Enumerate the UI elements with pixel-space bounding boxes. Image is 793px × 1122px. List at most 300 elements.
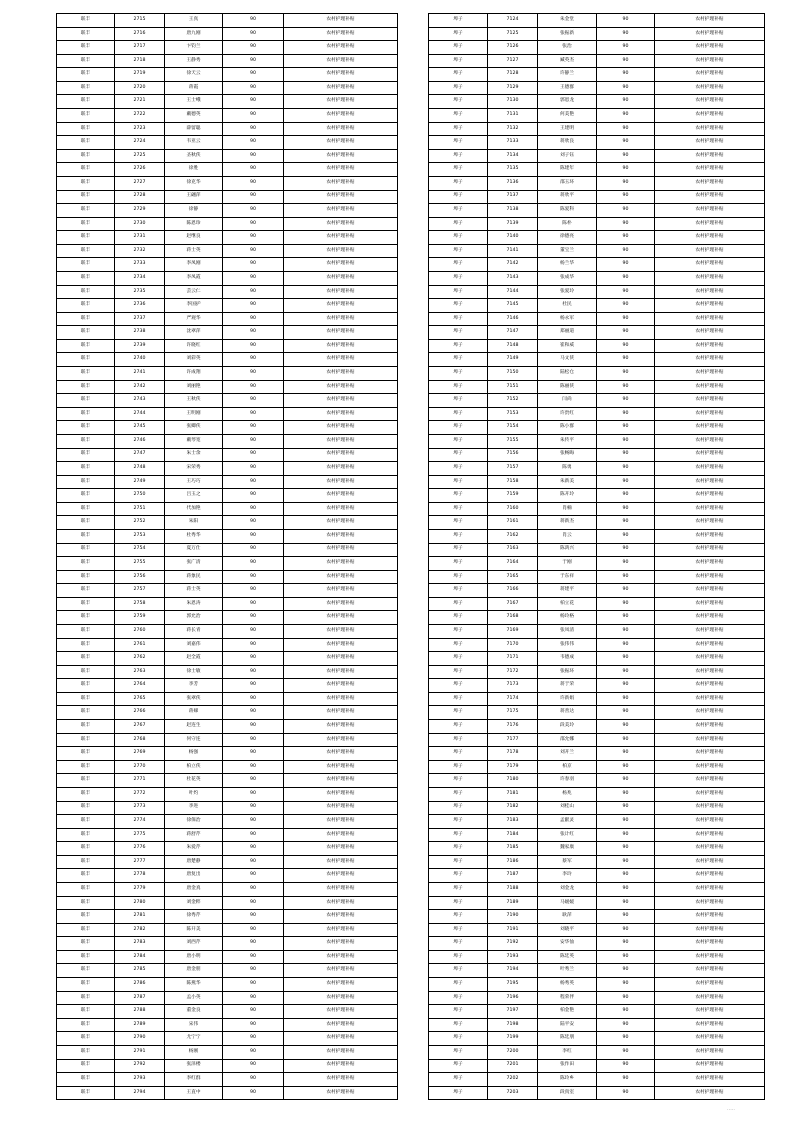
name-cell: 徐胜 [165, 163, 223, 177]
name-cell: 许贵红 [538, 407, 597, 421]
number-cell: 7140 [488, 231, 538, 245]
subsidy-type-cell: 农村护理补贴 [655, 353, 765, 367]
number-cell: 2719 [115, 68, 165, 82]
name-cell: 杜秀华 [165, 529, 223, 543]
name-cell: 陈开美 [165, 923, 223, 937]
number-cell: 2728 [115, 190, 165, 204]
amount-cell: 90 [597, 14, 655, 28]
village-cell: 埠子 [429, 122, 488, 136]
number-cell: 7187 [488, 869, 538, 883]
name-cell: 杜民 [538, 299, 597, 313]
name-cell: 韦亚云 [165, 136, 223, 150]
number-cell: 2721 [115, 95, 165, 109]
number-cell: 7151 [488, 380, 538, 394]
name-cell: 张卿侠 [165, 421, 223, 435]
table-row [57, 122, 398, 136]
amount-cell: 90 [597, 1045, 655, 1059]
amount-cell: 90 [223, 625, 284, 639]
number-cell: 7172 [488, 665, 538, 679]
number-cell: 7167 [488, 597, 538, 611]
table-row [429, 41, 765, 55]
amount-cell: 90 [597, 529, 655, 543]
amount-cell: 90 [223, 380, 284, 394]
village-cell: 埠子 [429, 787, 488, 801]
name-cell: 张伟伟 [538, 638, 597, 652]
amount-cell: 90 [223, 407, 284, 421]
number-cell: 7174 [488, 692, 538, 706]
name-cell: 王直中 [165, 1086, 223, 1100]
amount-cell: 90 [597, 95, 655, 109]
subsidy-type-cell: 农村护理补贴 [655, 122, 765, 136]
table-row [429, 462, 765, 476]
amount-cell: 90 [223, 136, 284, 150]
table-row [429, 815, 765, 829]
name-cell: 肖楠 [538, 502, 597, 516]
name-cell: 肖云 [538, 529, 597, 543]
number-cell: 2732 [115, 244, 165, 258]
table-row [57, 706, 398, 720]
village-cell: 联丰 [57, 516, 115, 530]
village-cell: 埠子 [429, 462, 488, 476]
name-cell: 陈开玲 [538, 489, 597, 503]
village-cell: 联丰 [57, 529, 115, 543]
name-cell: 宋伟 [165, 1018, 223, 1032]
amount-cell: 90 [597, 176, 655, 190]
table-row [429, 787, 765, 801]
village-cell: 联丰 [57, 815, 115, 829]
subsidy-type-cell: 农村护理补贴 [284, 367, 398, 381]
number-cell: 2763 [115, 665, 165, 679]
number-cell: 7127 [488, 54, 538, 68]
village-cell: 联丰 [57, 407, 115, 421]
amount-cell: 90 [223, 14, 284, 28]
number-cell: 7185 [488, 842, 538, 856]
subsidy-type-cell: 农村护理补贴 [284, 597, 398, 611]
village-cell: 埠子 [429, 557, 488, 571]
table-row [429, 271, 765, 285]
name-cell: 王士峨 [165, 95, 223, 109]
table-row [429, 1059, 765, 1073]
table-row [57, 516, 398, 530]
number-cell: 2718 [115, 54, 165, 68]
subsidy-type-cell: 农村护理补贴 [655, 434, 765, 448]
number-cell: 2755 [115, 557, 165, 571]
number-cell: 2747 [115, 448, 165, 462]
name-cell: 陈恩珍 [165, 217, 223, 231]
table-row [57, 1005, 398, 1019]
subsidy-type-cell: 农村护理补贴 [655, 1018, 765, 1032]
amount-cell: 90 [597, 41, 655, 55]
subsidy-type-cell: 农村护理补贴 [655, 1086, 765, 1100]
name-cell: 赵全霞 [165, 652, 223, 666]
name-cell: 刘彩英 [165, 353, 223, 367]
subsidy-type-cell: 农村护理补贴 [655, 760, 765, 774]
number-cell: 7184 [488, 828, 538, 842]
subsidy-type-cell: 农村护理补贴 [284, 326, 398, 340]
subsidy-type-cell: 农村护理补贴 [655, 883, 765, 897]
name-cell: 刘西芹 [165, 937, 223, 951]
number-cell: 2785 [115, 964, 165, 978]
number-cell: 2726 [115, 163, 165, 177]
amount-cell: 90 [223, 950, 284, 964]
name-cell: 许春羽 [538, 774, 597, 788]
village-cell: 联丰 [57, 190, 115, 204]
amount-cell: 90 [223, 176, 284, 190]
village-cell: 联丰 [57, 692, 115, 706]
table-row [57, 584, 398, 598]
village-cell: 埠子 [429, 81, 488, 95]
table-row [57, 95, 398, 109]
name-cell: 刘子钰 [538, 149, 597, 163]
village-cell: 联丰 [57, 964, 115, 978]
table-row [429, 14, 765, 28]
subsidy-type-cell: 农村护理补贴 [284, 217, 398, 231]
name-cell: 郭恩龙 [538, 95, 597, 109]
subsidy-type-cell: 农村护理补贴 [655, 394, 765, 408]
subsidy-type-cell: 农村护理补贴 [284, 529, 398, 543]
table-row [57, 1045, 398, 1059]
left-subsidy-table [56, 13, 398, 1100]
amount-cell: 90 [223, 611, 284, 625]
table-row [429, 176, 765, 190]
amount-cell: 90 [223, 584, 284, 598]
table-row [429, 665, 765, 679]
name-cell: 陈燕华 [165, 978, 223, 992]
table-row [429, 706, 765, 720]
subsidy-type-cell: 农村护理补贴 [284, 978, 398, 992]
name-cell: 马媛媛 [538, 896, 597, 910]
village-cell: 联丰 [57, 1073, 115, 1087]
subsidy-type-cell: 农村护理补贴 [284, 787, 398, 801]
name-cell: 唐复出 [165, 869, 223, 883]
table-row [429, 394, 765, 408]
village-cell: 联丰 [57, 665, 115, 679]
name-cell: 李凤刚 [165, 258, 223, 272]
number-cell: 7143 [488, 271, 538, 285]
table-row [429, 1086, 765, 1100]
village-cell: 埠子 [429, 326, 488, 340]
table-row [57, 475, 398, 489]
subsidy-type-cell: 农村护理补贴 [655, 81, 765, 95]
number-cell: 7165 [488, 570, 538, 584]
number-cell: 2749 [115, 475, 165, 489]
village-cell: 埠子 [429, 570, 488, 584]
amount-cell: 90 [597, 380, 655, 394]
number-cell: 2780 [115, 896, 165, 910]
name-cell: 王德群 [538, 81, 597, 95]
amount-cell: 90 [597, 367, 655, 381]
subsidy-type-cell: 农村护理补贴 [284, 258, 398, 272]
subsidy-type-cell: 农村护理补贴 [655, 774, 765, 788]
name-cell: 徐士敏 [165, 665, 223, 679]
number-cell: 7145 [488, 299, 538, 313]
table-row [57, 815, 398, 829]
table-row [429, 557, 765, 571]
amount-cell: 90 [597, 937, 655, 951]
table-row [429, 149, 765, 163]
number-cell: 2773 [115, 801, 165, 815]
table-row [57, 1032, 398, 1046]
number-cell: 2729 [115, 204, 165, 218]
subsidy-type-cell: 农村护理补贴 [655, 991, 765, 1005]
number-cell: 7137 [488, 190, 538, 204]
subsidy-type-cell: 农村护理补贴 [284, 54, 398, 68]
amount-cell: 90 [597, 964, 655, 978]
village-cell: 埠子 [429, 543, 488, 557]
village-cell: 埠子 [429, 258, 488, 272]
table-row [57, 1086, 398, 1100]
table-row [429, 109, 765, 123]
village-cell: 埠子 [429, 299, 488, 313]
table-row [57, 380, 398, 394]
name-cell: 刘丽艳 [165, 380, 223, 394]
amount-cell: 90 [223, 760, 284, 774]
village-cell: 联丰 [57, 638, 115, 652]
subsidy-type-cell: 农村护理补贴 [655, 1073, 765, 1087]
village-cell: 联丰 [57, 122, 115, 136]
amount-cell: 90 [597, 475, 655, 489]
amount-cell: 90 [597, 978, 655, 992]
name-cell: 陈小群 [538, 421, 597, 435]
number-cell: 2788 [115, 1005, 165, 1019]
number-cell: 7132 [488, 122, 538, 136]
name-cell: 何守连 [165, 733, 223, 747]
name-cell: 张成华 [538, 271, 597, 285]
number-cell: 7133 [488, 136, 538, 150]
number-cell: 2739 [115, 339, 165, 353]
subsidy-type-cell: 农村护理补贴 [284, 937, 398, 951]
name-cell: 孟小英 [165, 991, 223, 1005]
village-cell: 联丰 [57, 733, 115, 747]
table-row [429, 516, 765, 530]
name-cell: 徐保治 [165, 815, 223, 829]
amount-cell: 90 [597, 407, 655, 421]
name-cell: 李进 [165, 801, 223, 815]
number-cell: 7150 [488, 367, 538, 381]
number-cell: 2748 [115, 462, 165, 476]
number-cell: 7126 [488, 41, 538, 55]
amount-cell: 90 [223, 896, 284, 910]
village-cell: 联丰 [57, 312, 115, 326]
number-cell: 7139 [488, 217, 538, 231]
table-row [57, 529, 398, 543]
number-cell: 7155 [488, 434, 538, 448]
name-cell: 陆平安 [538, 1018, 597, 1032]
subsidy-type-cell: 农村护理补贴 [284, 706, 398, 720]
table-row [57, 54, 398, 68]
name-cell: 陆松仓 [538, 367, 597, 381]
amount-cell: 90 [223, 543, 284, 557]
name-cell: 张泽楼 [165, 1059, 223, 1073]
table-row [429, 475, 765, 489]
village-cell: 联丰 [57, 910, 115, 924]
table-row [57, 964, 398, 978]
name-cell: 杨强 [165, 747, 223, 761]
table-row [57, 543, 398, 557]
number-cell: 2787 [115, 991, 165, 1005]
table-row [429, 597, 765, 611]
amount-cell: 90 [223, 190, 284, 204]
number-cell: 7158 [488, 475, 538, 489]
name-cell: 邵允娜 [538, 733, 597, 747]
name-cell: 代加艳 [165, 502, 223, 516]
name-cell: 张振环 [538, 665, 597, 679]
number-cell: 2790 [115, 1032, 165, 1046]
subsidy-type-cell: 农村护理补贴 [655, 502, 765, 516]
subsidy-type-cell: 农村护理补贴 [284, 855, 398, 869]
table-row [429, 27, 765, 41]
village-cell: 埠子 [429, 190, 488, 204]
village-cell: 埠子 [429, 869, 488, 883]
village-cell: 联丰 [57, 950, 115, 964]
name-cell: 刘金龙 [538, 883, 597, 897]
amount-cell: 90 [223, 258, 284, 272]
name-cell: 崔和威 [538, 339, 597, 353]
right-subsidy-table [428, 13, 765, 1100]
table-row [429, 828, 765, 842]
name-cell: 韦德成 [538, 652, 597, 666]
village-cell: 联丰 [57, 855, 115, 869]
village-cell: 联丰 [57, 543, 115, 557]
name-cell: 戴德英 [165, 109, 223, 123]
village-cell: 联丰 [57, 557, 115, 571]
number-cell: 2746 [115, 434, 165, 448]
number-cell: 7153 [488, 407, 538, 421]
subsidy-type-cell: 农村护理补贴 [284, 502, 398, 516]
amount-cell: 90 [597, 149, 655, 163]
village-cell: 联丰 [57, 801, 115, 815]
amount-cell: 90 [223, 312, 284, 326]
name-cell: 朱传平 [538, 434, 597, 448]
table-row [57, 231, 398, 245]
subsidy-type-cell: 农村护理补贴 [284, 557, 398, 571]
table-row [57, 557, 398, 571]
village-cell: 埠子 [429, 95, 488, 109]
village-cell: 埠子 [429, 815, 488, 829]
table-row [429, 625, 765, 639]
amount-cell: 90 [597, 68, 655, 82]
village-cell: 埠子 [429, 217, 488, 231]
subsidy-type-cell: 农村护理补贴 [284, 896, 398, 910]
amount-cell: 90 [223, 109, 284, 123]
village-cell: 联丰 [57, 394, 115, 408]
village-cell: 埠子 [429, 910, 488, 924]
village-cell: 联丰 [57, 299, 115, 313]
table-row [429, 733, 765, 747]
amount-cell: 90 [597, 692, 655, 706]
number-cell: 2737 [115, 312, 165, 326]
subsidy-type-cell: 农村护理补贴 [655, 176, 765, 190]
table-row [57, 801, 398, 815]
amount-cell: 90 [223, 122, 284, 136]
village-cell: 埠子 [429, 1018, 488, 1032]
name-cell: 宋荣秀 [165, 462, 223, 476]
subsidy-type-cell: 农村护理补贴 [655, 163, 765, 177]
name-cell: 张爱玲 [538, 285, 597, 299]
amount-cell: 90 [597, 679, 655, 693]
name-cell: 薛留聪 [165, 122, 223, 136]
number-cell: 2716 [115, 27, 165, 41]
number-cell: 2781 [115, 910, 165, 924]
subsidy-type-cell: 农村护理补贴 [655, 109, 765, 123]
village-cell: 联丰 [57, 787, 115, 801]
village-cell: 联丰 [57, 883, 115, 897]
amount-cell: 90 [223, 638, 284, 652]
table-row [429, 190, 765, 204]
village-cell: 联丰 [57, 41, 115, 55]
village-cell: 埠子 [429, 760, 488, 774]
number-cell: 7195 [488, 978, 538, 992]
village-cell: 埠子 [429, 489, 488, 503]
amount-cell: 90 [223, 27, 284, 41]
village-cell: 埠子 [429, 339, 488, 353]
number-cell: 2743 [115, 394, 165, 408]
amount-cell: 90 [223, 81, 284, 95]
name-cell: 闫尚 [538, 394, 597, 408]
number-cell: 7134 [488, 149, 538, 163]
amount-cell: 90 [223, 489, 284, 503]
amount-cell: 90 [597, 190, 655, 204]
table-row [57, 692, 398, 706]
number-cell: 2717 [115, 41, 165, 55]
amount-cell: 90 [597, 801, 655, 815]
amount-cell: 90 [597, 312, 655, 326]
amount-cell: 90 [597, 448, 655, 462]
table-row [57, 855, 398, 869]
number-cell: 7131 [488, 109, 538, 123]
amount-cell: 90 [223, 163, 284, 177]
subsidy-type-cell: 农村护理补贴 [284, 625, 398, 639]
table-row [57, 190, 398, 204]
village-cell: 埠子 [429, 801, 488, 815]
table-row [429, 380, 765, 394]
table-row [429, 136, 765, 150]
amount-cell: 90 [597, 244, 655, 258]
name-cell: 李红群 [165, 1073, 223, 1087]
name-cell: 夏万仕 [165, 543, 223, 557]
name-cell: 唐九刚 [165, 27, 223, 41]
subsidy-type-cell: 农村护理补贴 [655, 326, 765, 340]
name-cell: 蒋娣 [165, 706, 223, 720]
village-cell: 埠子 [429, 529, 488, 543]
village-cell: 联丰 [57, 611, 115, 625]
amount-cell: 90 [223, 570, 284, 584]
village-cell: 联丰 [57, 842, 115, 856]
name-cell: 朱爱芹 [165, 842, 223, 856]
amount-cell: 90 [597, 81, 655, 95]
number-cell: 7157 [488, 462, 538, 476]
number-cell: 7179 [488, 760, 538, 774]
number-cell: 7169 [488, 625, 538, 639]
number-cell: 2756 [115, 570, 165, 584]
name-cell: 叶灼 [165, 787, 223, 801]
table-row [57, 462, 398, 476]
name-cell: 朱恩涛 [165, 597, 223, 611]
subsidy-type-cell: 农村护理补贴 [284, 638, 398, 652]
village-cell: 联丰 [57, 489, 115, 503]
number-cell: 2751 [115, 502, 165, 516]
name-cell: 张振新 [538, 27, 597, 41]
amount-cell: 90 [597, 421, 655, 435]
table-row [57, 299, 398, 313]
number-cell: 7124 [488, 14, 538, 28]
subsidy-type-cell: 农村护理补贴 [284, 136, 398, 150]
name-cell: 张治 [538, 41, 597, 55]
number-cell: 2782 [115, 923, 165, 937]
amount-cell: 90 [223, 978, 284, 992]
subsidy-type-cell: 农村护理补贴 [655, 136, 765, 150]
village-cell: 埠子 [429, 231, 488, 245]
